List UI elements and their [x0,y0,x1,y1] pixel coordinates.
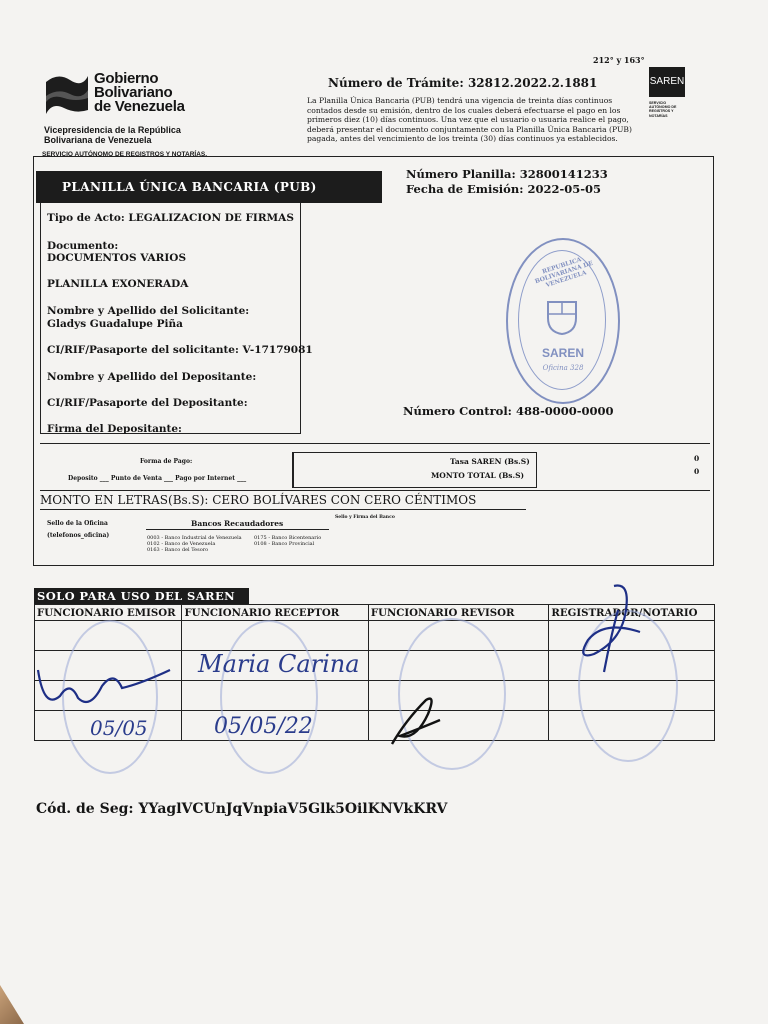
saren-logo-sub: SERVICIO AUTÓNOMO DE REGISTROS Y NOTARÍAS [649,101,677,118]
banco-item: 0003 - Banco Industrial de Venezuela [147,535,242,541]
control-value: 488-0000-0000 [515,404,614,418]
col-receptor: FUNCIONARIO RECEPTOR [182,605,368,621]
seg-value: YYaglVCUnJqVnpiaV5Glk5OilKNVkKRV [138,801,448,817]
forma-pago-label: Forma de Pago: [140,458,193,465]
bancos-label: Bancos Recaudadores [191,519,284,528]
saren-oval-seal-icon [506,238,620,404]
tasa-value: 0 [694,454,700,463]
vice-line1: Vicepresidencia de la República [44,125,181,135]
revisor-signature-icon [386,690,446,750]
total-label: MONTO TOTAL (Bs.S) [431,471,525,480]
receptor-signature: Maria Carina [198,650,360,678]
fecha-value: 2022-05-05 [527,182,602,196]
numero-label: Número Planilla: [406,167,516,181]
planilla-fecha [406,183,601,195]
ci-solicitante-value: V-17179081 [242,344,313,356]
col-registrador: REGISTRADOR/NOTARIO [549,605,715,621]
planilla-exonerada: PLANILLA EXONERADA [47,278,189,290]
bancos-underline [146,529,329,530]
sello-oficina: Sello de la Oficina [47,520,108,527]
receptor-date: 05/05/22 [214,714,313,739]
banco-item: 0108 - Banco Provincial [254,541,315,547]
seal-mid-text: SAREN [541,346,584,360]
solicitante-value: Gladys Guadalupe Piña [47,318,183,330]
page-corner-fold [0,985,24,1024]
solicitante-label: Nombre y Apellido del Solicitante: [47,305,250,317]
seal-bottom-text: Oficina 328 [542,364,584,372]
col-emisor: FUNCIONARIO EMISOR [35,605,182,621]
documento-value: DOCUMENTOS VARIOS [47,252,187,264]
telefono-oficina: (telefonos_oficina) [47,532,110,539]
emisor-date: 05/05 [90,716,148,740]
tipo-acto [47,212,294,224]
seg-label: Cód. de Seg: [36,801,134,817]
vice-line2: Bolivariana de Venezuela [44,135,152,145]
registrador-signature-icon [574,580,654,680]
tramite-label: Número de Trámite: [328,76,464,90]
tramite [328,76,597,90]
vicepresidencia [44,125,181,145]
numero-control [403,405,614,417]
numero-value: 32800141233 [519,167,608,181]
receptor-stamp-icon [220,620,318,774]
scale-note: 212° y 163° [593,55,645,65]
seal-crest-icon [544,298,580,336]
saren-logo-mark: SAREN [649,67,685,97]
planilla-numero [406,168,608,180]
pub-banner: PLANILLA ÚNICA BANCARIA (PUB) [36,171,382,203]
banco-item: 0102 - Banco de Venezuela [147,541,216,547]
monto-letras: MONTO EN LETRAS(Bs.S): CERO BOLÍVARES CON CERO CÉNTIMOS [40,493,477,507]
tramite-value: 32812.2022.2.1881 [467,76,598,90]
bancos-col1 [147,535,242,553]
tasa-label: Tasa SAREN (Bs.S) [450,457,530,466]
firma-depositante-label: Firma del Depositante: [47,423,182,435]
fecha-label: Fecha de Emisión: [406,182,524,196]
banco-item: 0163 - Banco del Tesoro [147,547,209,553]
gob-line1: Gobierno [94,70,159,87]
sello-banco: Sello y Firma del Banco [335,515,395,520]
control-label: Número Control: [403,404,512,418]
gob-line2: Bolivariano [94,84,173,101]
flag-icon [44,70,90,118]
monto-underline [40,509,526,510]
ci-solicitante-label: CI/RIF/Pasaporte del solicitante: [47,344,239,356]
ci-depositante-label: CI/RIF/Pasaporte del Depositante: [47,397,248,409]
saren-section-title: SOLO PARA USO DEL SAREN [34,588,249,605]
saren-logo [649,67,687,118]
gob-line3: de Venezuela [94,98,185,115]
col-revisor: FUNCIONARIO REVISOR [368,605,549,621]
ci-solicitante [47,344,313,356]
deposito-options: Deposito ___ Punto de Venta ___ Pago por Internet ___ [68,475,247,482]
gobierno-logo-text [94,72,185,114]
emisor-signature-icon [30,640,180,720]
banco-item: 0175 - Banco Bicentenario [254,535,322,541]
bancos-col2 [254,535,321,547]
servicio-text: SERVICIO AUTÓNOMO DE REGISTROS Y NOTARÍAS. [42,151,208,158]
seal-top-text: REPUBLICA BOLIVARIANA DE VENEZUELA [534,256,594,290]
depositante-label: Nombre y Apellido del Depositante: [47,371,257,383]
documento-label: Documento: [47,240,119,252]
tipo-acto-value: LEGALIZACION DE FIRMAS [128,212,294,224]
tipo-acto-label: Tipo de Acto: [47,212,125,224]
vigencia-notice: La Planilla Única Bancaria (PUB) tendrá una vigencia de treinta días continuos contados desde su emisión, dentro de los cuales deberá efectuarse el pago en los primeros diez (10) días continuos. Una vez que el usuario o usuaria realice el pago, deberá presentar el documento conjuntamente con la Planilla Única Bancaria (PUB) pagada, antes del vencimiento de los treinta (30) días continuos ya establecidos. [307,96,632,143]
total-value: 0 [694,467,700,476]
codigo-seguridad [36,801,447,817]
